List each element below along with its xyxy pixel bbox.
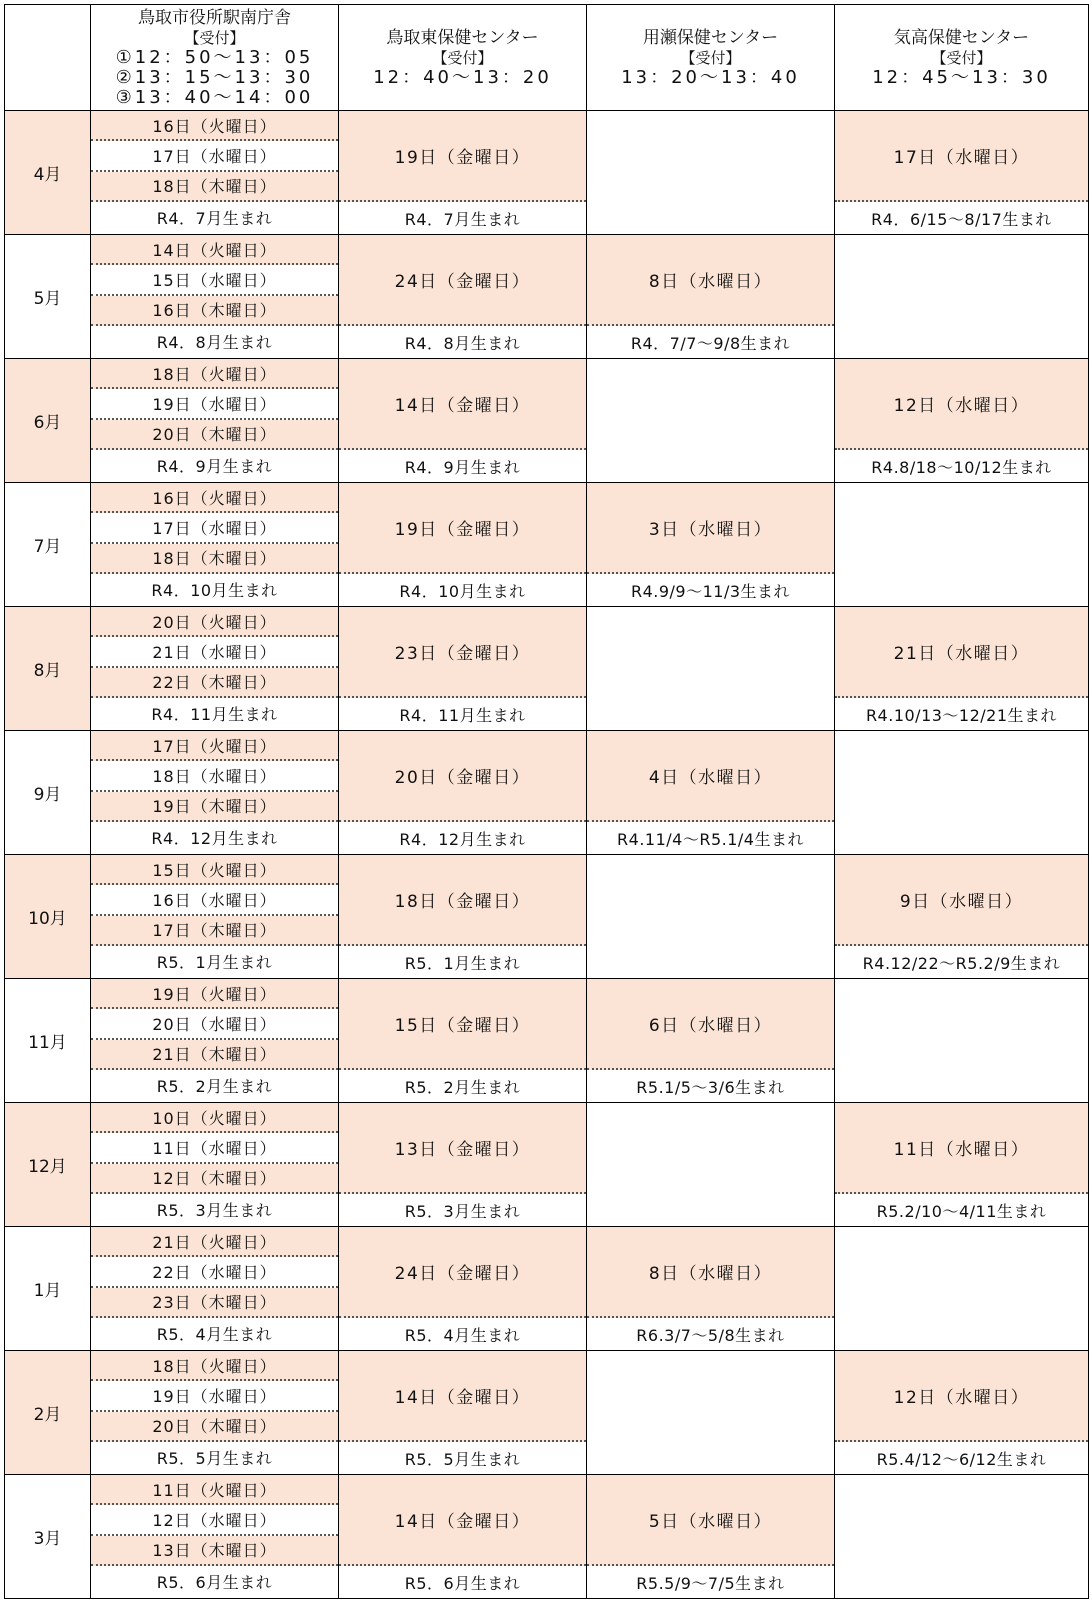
mochigase-date: 8日（水曜日） (587, 235, 834, 326)
ekinan-date-thu: 23日（木曜日） (91, 1288, 338, 1318)
ketaka-cell (835, 979, 1089, 1103)
ketaka-date (835, 979, 1088, 1070)
higashi-birth-note: R5．4月生まれ (339, 1318, 586, 1350)
month-label: 2月 (5, 1351, 91, 1475)
ekinan-birth-note: R4．7月生まれ (91, 202, 338, 234)
ketaka-birth-note (835, 574, 1088, 606)
ketaka-cell (835, 1351, 1089, 1475)
higashi-date: 15日（金曜日） (339, 979, 586, 1070)
ketaka-cell (835, 111, 1089, 235)
higashi-birth-note: R5．3月生まれ (339, 1194, 586, 1226)
mochigase-date: 6日（水曜日） (587, 979, 834, 1070)
ketaka-cell (835, 731, 1089, 855)
mochigase-cell (587, 111, 835, 235)
month-row (5, 1351, 1089, 1475)
header-time: ②13：15～13：30 (115, 66, 314, 88)
ketaka-birth-note: R4.8/18～10/12生まれ (835, 450, 1088, 482)
month-label: 4月 (5, 111, 91, 235)
higashi-cell (339, 483, 587, 607)
ekinan-cell (91, 607, 339, 731)
ekinan-date-tue: 11日（火曜日） (91, 1475, 338, 1505)
ekinan-date-wed: 18日（水曜日） (91, 761, 338, 791)
ekinan-birth-note: R5．1月生まれ (91, 946, 338, 978)
higashi-cell (339, 1103, 587, 1227)
header-row (5, 5, 1089, 111)
month-row (5, 855, 1089, 979)
ketaka-birth-note: R4.12/22～R5.2/9生まれ (835, 946, 1088, 978)
ekinan-birth-note: R5．3月生まれ (91, 1194, 338, 1226)
higashi-birth-note: R4．8月生まれ (339, 326, 586, 358)
ekinan-date-tue: 20日（火曜日） (91, 607, 338, 637)
higashi-birth-note: R5．6月生まれ (339, 1566, 586, 1598)
mochigase-birth-note (587, 1194, 834, 1226)
mochigase-cell (587, 1351, 835, 1475)
mochigase-birth-note: R6.3/7～5/8生まれ (587, 1318, 834, 1350)
higashi-date: 24日（金曜日） (339, 235, 586, 326)
higashi-cell (339, 1227, 587, 1351)
ekinan-date-tue: 18日（火曜日） (91, 359, 338, 389)
ketaka-birth-note (835, 1318, 1088, 1350)
ketaka-cell (835, 1103, 1089, 1227)
ketaka-date: 21日（水曜日） (835, 607, 1088, 698)
mochigase-cell (587, 855, 835, 979)
ekinan-date-tue: 14日（火曜日） (91, 235, 338, 265)
ketaka-birth-note: R5.2/10～4/11生まれ (835, 1194, 1088, 1226)
higashi-cell (339, 111, 587, 235)
ekinan-birth-note: R5．2月生まれ (91, 1070, 338, 1102)
higashi-birth-note: R4．10月生まれ (339, 574, 586, 606)
header-col-mochigase (587, 5, 835, 111)
ekinan-birth-note: R4．9月生まれ (91, 450, 338, 482)
ekinan-date-thu: 17日（木曜日） (91, 916, 338, 946)
ekinan-date-thu: 13日（木曜日） (91, 1536, 338, 1566)
header-reception-label: 【受付】 (184, 28, 245, 47)
higashi-date: 19日（金曜日） (339, 111, 586, 202)
mochigase-date: 3日（水曜日） (587, 483, 834, 574)
higashi-cell (339, 235, 587, 359)
mochigase-cell (587, 359, 835, 483)
header-col-higashi (339, 5, 587, 111)
higashi-date: 18日（金曜日） (339, 855, 586, 946)
ketaka-cell (835, 607, 1089, 731)
higashi-birth-note: R4．7月生まれ (339, 202, 586, 234)
ekinan-date-thu: 20日（木曜日） (91, 1412, 338, 1442)
ekinan-birth-note: R4．8月生まれ (91, 326, 338, 358)
mochigase-date: 8日（水曜日） (587, 1227, 834, 1318)
mochigase-birth-note: R4.9/9～11/3生まれ (587, 574, 834, 606)
mochigase-birth-note (587, 202, 834, 234)
month-row (5, 607, 1089, 731)
header-venue-name: 鳥取市役所駅南庁舎 (138, 7, 291, 28)
month-row (5, 1103, 1089, 1227)
header-reception-label: 【受付】 (680, 48, 741, 67)
higashi-date: 14日（金曜日） (339, 359, 586, 450)
mochigase-cell (587, 1475, 835, 1599)
ekinan-date-wed: 12日（水曜日） (91, 1505, 338, 1535)
header-reception-label: 【受付】 (931, 48, 992, 67)
ketaka-date (835, 235, 1088, 326)
higashi-date: 24日（金曜日） (339, 1227, 586, 1318)
ketaka-date (835, 1475, 1088, 1566)
ketaka-date (835, 731, 1088, 822)
ekinan-cell (91, 1103, 339, 1227)
ketaka-date: 9日（水曜日） (835, 855, 1088, 946)
higashi-birth-note: R5．1月生まれ (339, 946, 586, 978)
month-row (5, 483, 1089, 607)
ketaka-cell (835, 1227, 1089, 1351)
month-label: 10月 (5, 855, 91, 979)
higashi-birth-note: R5．2月生まれ (339, 1070, 586, 1102)
mochigase-birth-note: R4．7/7～9/8生まれ (587, 326, 834, 358)
ekinan-date-thu: 12日（木曜日） (91, 1164, 338, 1194)
ekinan-birth-note: R4．12月生まれ (91, 822, 338, 854)
ekinan-birth-note: R4．11月生まれ (91, 698, 338, 730)
ketaka-date: 17日（水曜日） (835, 111, 1088, 202)
ekinan-date-tue: 10日（火曜日） (91, 1103, 338, 1133)
ketaka-cell (835, 483, 1089, 607)
higashi-cell (339, 359, 587, 483)
mochigase-birth-note (587, 450, 834, 482)
ekinan-birth-note: R5．5月生まれ (91, 1442, 338, 1474)
ekinan-date-tue: 16日（火曜日） (91, 111, 338, 141)
ketaka-birth-note (835, 1070, 1088, 1102)
ketaka-birth-note: R4．6/15～8/17生まれ (835, 202, 1088, 234)
ekinan-birth-note: R5．4月生まれ (91, 1318, 338, 1350)
header-time: 12：45～13：30 (872, 66, 1051, 88)
month-row (5, 731, 1089, 855)
month-label: 9月 (5, 731, 91, 855)
ekinan-date-wed: 20日（水曜日） (91, 1009, 338, 1039)
ekinan-date-thu: 18日（木曜日） (91, 544, 338, 574)
ketaka-birth-note: R5.4/12～6/12生まれ (835, 1442, 1088, 1474)
ekinan-date-tue: 17日（火曜日） (91, 731, 338, 761)
mochigase-date (587, 359, 834, 450)
ekinan-date-tue: 16日（火曜日） (91, 483, 338, 513)
mochigase-cell (587, 979, 835, 1103)
ekinan-date-tue: 18日（火曜日） (91, 1351, 338, 1381)
month-label: 8月 (5, 607, 91, 731)
ekinan-date-thu: 21日（木曜日） (91, 1040, 338, 1070)
ekinan-date-wed: 21日（水曜日） (91, 637, 338, 667)
mochigase-cell (587, 1227, 835, 1351)
mochigase-date (587, 607, 834, 698)
ketaka-date: 11日（水曜日） (835, 1103, 1088, 1194)
ekinan-cell (91, 111, 339, 235)
ekinan-date-wed: 11日（水曜日） (91, 1133, 338, 1163)
ketaka-cell (835, 359, 1089, 483)
ekinan-cell (91, 855, 339, 979)
month-row (5, 1227, 1089, 1351)
month-label: 12月 (5, 1103, 91, 1227)
higashi-cell (339, 1475, 587, 1599)
ketaka-birth-note (835, 326, 1088, 358)
ekinan-cell (91, 483, 339, 607)
month-label: 7月 (5, 483, 91, 607)
ekinan-cell (91, 1475, 339, 1599)
ekinan-date-wed: 19日（水曜日） (91, 1381, 338, 1411)
header-col-ekinan (91, 5, 339, 111)
ketaka-cell (835, 855, 1089, 979)
ekinan-date-thu: 20日（木曜日） (91, 420, 338, 450)
mochigase-birth-note: R5.5/9～7/5生まれ (587, 1566, 834, 1598)
header-col-ketaka (835, 5, 1089, 111)
month-label: 3月 (5, 1475, 91, 1599)
mochigase-cell (587, 483, 835, 607)
higashi-date: 14日（金曜日） (339, 1351, 586, 1442)
ketaka-date: 12日（水曜日） (835, 359, 1088, 450)
ketaka-cell (835, 1475, 1089, 1599)
mochigase-date (587, 855, 834, 946)
mochigase-cell (587, 607, 835, 731)
ekinan-cell (91, 1351, 339, 1475)
mochigase-birth-note: R4.11/4～R5.1/4生まれ (587, 822, 834, 854)
mochigase-date: 5日（水曜日） (587, 1475, 834, 1566)
mochigase-date: 4日（水曜日） (587, 731, 834, 822)
header-venue-name: 鳥取東保健センター (386, 27, 539, 48)
higashi-birth-note: R5．5月生まれ (339, 1442, 586, 1474)
ketaka-date (835, 483, 1088, 574)
ekinan-date-tue: 19日（火曜日） (91, 979, 338, 1009)
month-row (5, 235, 1089, 359)
mochigase-birth-note: R5.1/5～3/6生まれ (587, 1070, 834, 1102)
higashi-date: 13日（金曜日） (339, 1103, 586, 1194)
mochigase-birth-note (587, 698, 834, 730)
ekinan-date-tue: 15日（火曜日） (91, 855, 338, 885)
ekinan-cell (91, 731, 339, 855)
ekinan-cell (91, 1227, 339, 1351)
month-row (5, 111, 1089, 235)
header-time: ③13：40～14：00 (115, 86, 314, 108)
mochigase-cell (587, 235, 835, 359)
month-label: 11月 (5, 979, 91, 1103)
ekinan-date-wed: 19日（水曜日） (91, 389, 338, 419)
ekinan-cell (91, 235, 339, 359)
header-time: ①12：50～13：05 (115, 46, 314, 68)
ekinan-date-wed: 16日（水曜日） (91, 885, 338, 915)
ekinan-date-thu: 16日（木曜日） (91, 296, 338, 326)
ekinan-date-wed: 17日（水曜日） (91, 141, 338, 171)
higashi-cell (339, 607, 587, 731)
ekinan-cell (91, 979, 339, 1103)
month-label: 5月 (5, 235, 91, 359)
ekinan-date-wed: 17日（水曜日） (91, 513, 338, 543)
higashi-birth-note: R4．11月生まれ (339, 698, 586, 730)
mochigase-cell (587, 731, 835, 855)
header-month-blank (5, 5, 91, 111)
ekinan-date-thu: 18日（木曜日） (91, 172, 338, 202)
header-venue-name: 用瀬保健センター (642, 27, 779, 48)
ekinan-date-wed: 15日（水曜日） (91, 265, 338, 295)
ekinan-date-wed: 22日（水曜日） (91, 1257, 338, 1287)
ekinan-date-thu: 19日（木曜日） (91, 792, 338, 822)
mochigase-date (587, 111, 834, 202)
ekinan-date-thu: 22日（木曜日） (91, 668, 338, 698)
ekinan-birth-note: R4．10月生まれ (91, 574, 338, 606)
ketaka-birth-note: R4.10/13～12/21生まれ (835, 698, 1088, 730)
ekinan-birth-note: R5．6月生まれ (91, 1566, 338, 1598)
higashi-date: 23日（金曜日） (339, 607, 586, 698)
checkup-schedule-table (4, 4, 1089, 1599)
ketaka-date: 12日（水曜日） (835, 1351, 1088, 1442)
ketaka-birth-note (835, 1566, 1088, 1598)
higashi-birth-note: R4．9月生まれ (339, 450, 586, 482)
ketaka-cell (835, 235, 1089, 359)
month-row (5, 979, 1089, 1103)
higashi-date: 19日（金曜日） (339, 483, 586, 574)
mochigase-birth-note (587, 946, 834, 978)
header-venue-name: 気高保健センター (893, 27, 1030, 48)
month-label: 6月 (5, 359, 91, 483)
ketaka-birth-note (835, 822, 1088, 854)
ekinan-date-tue: 21日（火曜日） (91, 1227, 338, 1257)
month-row (5, 359, 1089, 483)
mochigase-date (587, 1103, 834, 1194)
higashi-birth-note: R4．12月生まれ (339, 822, 586, 854)
ketaka-date (835, 1227, 1088, 1318)
higashi-date: 14日（金曜日） (339, 1475, 586, 1566)
month-row (5, 1475, 1089, 1599)
month-label: 1月 (5, 1227, 91, 1351)
schedule-body (5, 111, 1089, 1599)
mochigase-birth-note (587, 1442, 834, 1474)
header-time: 13：20～13：40 (621, 66, 800, 88)
mochigase-cell (587, 1103, 835, 1227)
higashi-cell (339, 855, 587, 979)
higashi-cell (339, 979, 587, 1103)
header-time: 12：40～13：20 (373, 66, 552, 88)
higashi-cell (339, 731, 587, 855)
mochigase-date (587, 1351, 834, 1442)
higashi-cell (339, 1351, 587, 1475)
header-reception-label: 【受付】 (432, 48, 493, 67)
ekinan-cell (91, 359, 339, 483)
higashi-date: 20日（金曜日） (339, 731, 586, 822)
